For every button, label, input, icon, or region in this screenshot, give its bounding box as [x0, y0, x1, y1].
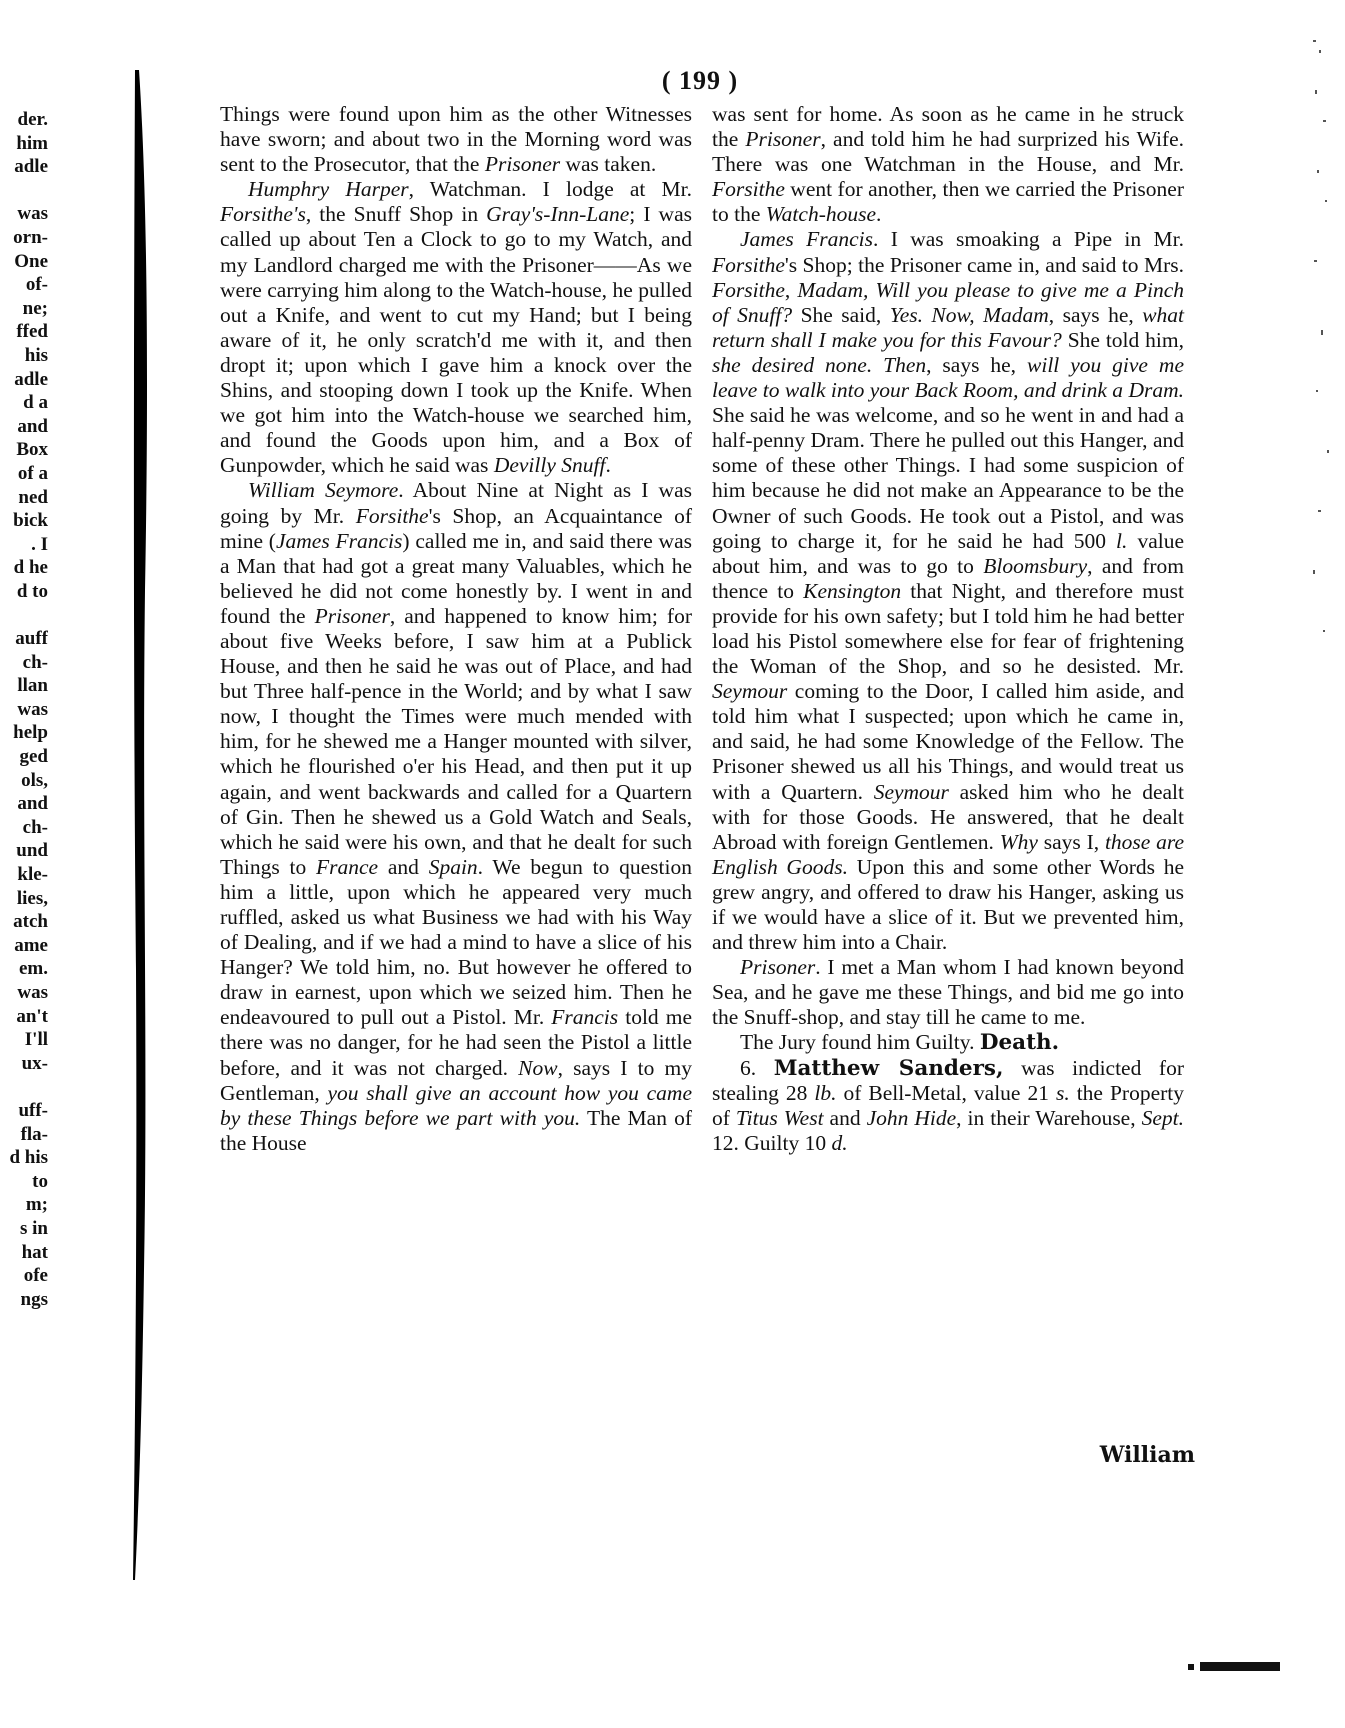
- text-run: The Man of the House: [220, 1105, 693, 1155]
- italic-run: Humphry Harper: [248, 177, 409, 202]
- right-edge-noise: [1311, 30, 1337, 730]
- text-run: was indicted for stealing 28: [712, 1055, 1184, 1105]
- italic-run: Prisoner: [314, 603, 390, 628]
- margin-fragment: [0, 179, 48, 203]
- italic-run: Madam, Will you please to give me a Pinch of Snuff?: [712, 277, 1185, 327]
- margin-fragment: d his: [9, 1147, 48, 1169]
- italic-run: Forsithe: [712, 252, 785, 277]
- margin-fragment: s in: [20, 1217, 48, 1239]
- text-run: was taken.: [560, 152, 657, 177]
- italic-run: you shall give an account how you came by these Things before we part with you.: [220, 1080, 692, 1130]
- margin-fragment: ffed: [16, 321, 48, 343]
- margin-fragment: d he: [13, 557, 48, 579]
- paragraph: [712, 1030, 1184, 1055]
- previous-page-margin-fragments: [0, 108, 48, 1311]
- margin-fragment: bick: [13, 510, 48, 532]
- text-run: .: [876, 202, 882, 227]
- margin-fragment: ne;: [22, 297, 48, 319]
- italic-run: Watch-house: [765, 202, 877, 227]
- margin-fragment: [0, 603, 48, 627]
- italic-run: Forsithe: [712, 277, 785, 302]
- margin-fragment: adle: [14, 156, 48, 178]
- text-run: the Property of: [712, 1080, 1185, 1130]
- margin-fragment: adle: [14, 368, 48, 390]
- margin-fragment: . I: [31, 533, 48, 555]
- margin-fragment: ch-: [22, 651, 48, 673]
- margin-fragment: lies,: [16, 887, 48, 909]
- italic-run: James Francis: [275, 528, 403, 553]
- text-run: ,: [784, 277, 798, 302]
- paragraph: [712, 102, 1184, 227]
- text-run: , Watchman. I lodge at Mr.: [408, 177, 692, 202]
- paragraph: [712, 955, 1184, 1030]
- text-run: ; I was called up about Ten a Clock to go to my Watch, and my Landlord charged me with the Prisoner——As we were carrying him along to the Watch-house, he pulled out a Knife, and went to cut my Hand; but I being aware of it, he only scratch'd me with it, and then dropt it; upon which I gave him a knock over the Shins, and stooping down I took up the Knife. When we got him into the Watch-house we searched him, and found the Goods upon him, and a Box of Gunpowder, which he said was: [220, 202, 692, 478]
- paragraph: [220, 478, 692, 1156]
- margin-fragment: und: [16, 840, 48, 862]
- italic-run: lb.: [814, 1080, 837, 1105]
- text-run: went for another, then we carried the Prisoner to the: [712, 177, 1184, 227]
- margin-fragment: d a: [23, 392, 48, 414]
- text-run: . I was smoaking a Pipe in Mr.: [872, 227, 1184, 252]
- text-run: , says he,: [1048, 302, 1143, 327]
- margin-fragment: ols,: [21, 769, 48, 791]
- italic-run: William Seymore: [248, 478, 399, 503]
- text-run: , says I to my Gentleman,: [220, 1055, 692, 1105]
- margin-fragment: ofe: [23, 1265, 48, 1287]
- margin-fragment: der.: [17, 109, 48, 130]
- margin-fragment: I'll: [24, 1029, 48, 1051]
- page-number: ( 199 ): [661, 66, 739, 95]
- text-run: She told him,: [1061, 327, 1184, 352]
- text-run: , the Snuff Shop in: [305, 202, 487, 227]
- text-run: that Night, and therefore must provide for his own safety; but I told him he had better load his Pistol somewhere else for fear of frightening the Woman of the Shop, and so he desisted. Mr.: [712, 578, 1184, 679]
- margin-fragment: kle-: [17, 864, 48, 885]
- margin-fragment: [0, 1075, 48, 1099]
- italic-run: l.: [1116, 528, 1128, 553]
- italic-run: Francis: [551, 1005, 619, 1030]
- text-run: . I met a Man whom I had known beyond Sea, and he gave me these Things, and bid me go into the Snuff-shop, and stay till he came to me.: [712, 955, 1184, 1030]
- text-run: . About Nine at Night as I was going by Mr.: [220, 478, 692, 528]
- text-run: asked him who he dealt with for those Goods. He answered, that he dealt Abroad with foreign Gentlemen.: [712, 779, 1184, 854]
- margin-fragment: llan: [17, 675, 48, 697]
- catchword: William: [1099, 1442, 1195, 1468]
- italic-run: James Francis: [740, 227, 873, 252]
- italic-run: s.: [1055, 1080, 1070, 1105]
- italic-run: France: [316, 854, 379, 879]
- margin-fragment: ngs: [20, 1288, 48, 1310]
- italic-run: Forsithe: [355, 503, 429, 528]
- text-run: Upon this and some other Words he grew angry, and offered to draw his Hanger, asking us if we would have a slice of it. But we prevented him, and threw him into a Chair.: [712, 854, 1184, 955]
- blackletter-run: Death.: [979, 1030, 1060, 1056]
- margin-fragment: orn-: [13, 226, 48, 248]
- margin-fragment: d to: [16, 580, 48, 602]
- text-run: 's Shop, an Acquaintance of mine (: [220, 503, 692, 553]
- right-text-column: [712, 102, 1184, 1156]
- margin-fragment: him: [16, 132, 48, 154]
- margin-fragment: an't: [16, 1005, 48, 1027]
- margin-fragment: m;: [25, 1194, 48, 1216]
- printer-mark-bar: [1200, 1662, 1280, 1671]
- text-run: . We begun to question him a little, upon which he appeared very much ruffled, asked us what Business we had with his Way of Dealing, and if we had a mind to have a slice of his Hanger? We told him, no. But however he offered to draw in earnest, upon which we seized him. Then he endeavoured to pull out a Pistol. Mr.: [220, 854, 692, 1030]
- margin-fragment: help: [13, 722, 48, 744]
- text-run: She said he was welcome, and so he went in and had a half-penny Dram. There he pulled out this Hanger, and some of these other Things. I had some suspicion of him because he did not make an Appearance to be the Owner of such Goods. He took out a Pistol, and was going to charge it, for he said he had 500: [712, 403, 1184, 553]
- italic-run: Titus West: [735, 1105, 824, 1130]
- text-run: told me there was no danger, for he had seen the Pistol a little before, and it was not charged.: [220, 1005, 692, 1080]
- text-run: and: [378, 854, 429, 879]
- text-run: of Bell-Metal, value 21: [836, 1080, 1056, 1105]
- italic-run: what return shall I make you for this Favour?: [712, 302, 1185, 352]
- margin-fragment: and: [17, 793, 48, 815]
- margin-fragment: atch: [13, 911, 48, 933]
- italic-run: Gray's-Inn-Lane: [486, 202, 630, 227]
- margin-fragment: was: [17, 203, 48, 225]
- italic-run: Prisoner: [740, 955, 816, 980]
- italic-run: she desired none. Then: [712, 352, 927, 377]
- margin-fragment: of-: [25, 274, 48, 296]
- italic-run: Yes. Now, Madam: [889, 302, 1049, 327]
- italic-run: Devilly Snuff: [493, 453, 606, 478]
- margin-fragment: uff-: [18, 1099, 48, 1121]
- italic-run: Forsithe: [712, 177, 785, 202]
- text-run: , and from thence to: [712, 553, 1184, 603]
- paragraph: [220, 177, 692, 478]
- margin-fragment: em.: [18, 958, 48, 980]
- italic-run: Sept.: [1141, 1105, 1184, 1130]
- text-run: 's Shop; the Prisoner came in, and said to Mrs.: [784, 252, 1184, 277]
- italic-run: Why: [999, 829, 1038, 854]
- margin-fragment: ch-: [22, 816, 48, 838]
- italic-run: those are English Goods.: [712, 829, 1184, 879]
- paragraph: [220, 102, 692, 177]
- text-run: 6.: [740, 1055, 774, 1080]
- text-run: 12. Guilty 10: [712, 1130, 832, 1155]
- blackletter-run: Matthew Sanders,: [773, 1055, 1004, 1081]
- margin-fragment: Box: [16, 439, 48, 461]
- margin-fragment: his: [24, 344, 48, 366]
- text-run: , in their Warehouse,: [956, 1105, 1142, 1130]
- text-run: , says he,: [926, 352, 1027, 377]
- italic-run: Seymour: [873, 779, 949, 804]
- margin-fragment: One: [14, 250, 48, 272]
- italic-run: Seymour: [712, 679, 788, 704]
- margin-fragment: hat: [21, 1241, 48, 1263]
- italic-run: Prisoner: [484, 152, 561, 177]
- text-run: coming to the Door, I called him aside, and told him what I suspected; upon which he came in, and said, he had some Knowledge of the Fellow. The Prisoner shewed us all his Things, and would treat us with a Quartern.: [712, 679, 1184, 804]
- margin-fragment: auff: [15, 628, 48, 650]
- text-run: value about him, and was to go to: [712, 528, 1185, 578]
- text-run: The Jury found him Guilty.: [740, 1030, 980, 1055]
- margin-fragment: ame: [14, 934, 48, 956]
- left-text-column: [220, 102, 692, 1156]
- margin-fragment: ux-: [21, 1052, 48, 1074]
- margin-fragment: was: [17, 698, 48, 720]
- printer-mark-dot: [1188, 1664, 1194, 1670]
- italic-run: Bloomsbury: [983, 553, 1088, 578]
- margin-fragment: ged: [19, 746, 48, 768]
- text-run: says I,: [1037, 829, 1105, 854]
- text-run: Things were found upon him as the other Witnesses have sworn; and about two in the Morning word was sent to the Prosecutor, that the: [220, 102, 692, 177]
- italic-run: d.: [831, 1130, 848, 1155]
- italic-run: Prisoner: [745, 127, 821, 152]
- binding-gutter: [133, 70, 149, 1580]
- text-run: She said,: [792, 302, 890, 327]
- margin-fragment: fla-: [20, 1123, 48, 1145]
- italic-run: Forsithe's: [220, 202, 306, 227]
- text-run: .: [605, 453, 611, 478]
- margin-fragment: of a: [17, 462, 48, 484]
- italic-run: Spain: [428, 854, 478, 879]
- text-run: was sent for home. As soon as he came in he struck the: [712, 102, 1184, 152]
- italic-run: Now: [518, 1055, 558, 1080]
- margin-fragment: ned: [18, 486, 48, 508]
- italic-run: John Hide: [866, 1105, 957, 1130]
- paragraph: [712, 227, 1184, 955]
- margin-fragment: was: [17, 981, 48, 1003]
- text-run: and: [823, 1105, 867, 1130]
- text-run: , and happened to know him; for about five Weeks before, I saw him at a Publick House, and then he said he was out of Place, and had but Three half-pence in the World; and by what I saw now, I thought the Times were much mended with him, for he shewed me a Hanger mounted with silver, which he flourished o'er his Head, and then put it up again, and went backwards and called for a Quartern of Gin. Then he shewed us a Gold Watch and Seals, which he said were his own, and that he dealt for such Things to: [220, 603, 692, 879]
- margin-fragment: and: [17, 415, 48, 437]
- italic-run: will you give me leave to walk into your Back Room, and drink a Dram.: [712, 352, 1184, 403]
- text-run: ) called me in, and said there was a Man that had got a great many Valuables, which he believed he did not come honestly by. I went in and found the: [220, 528, 692, 628]
- margin-fragment: to: [32, 1170, 48, 1192]
- italic-run: Kensington: [803, 578, 902, 603]
- paragraph: [712, 1056, 1184, 1156]
- text-run: , and told him he had surprized his Wife. There was one Watchman in the House, and Mr.: [712, 127, 1184, 177]
